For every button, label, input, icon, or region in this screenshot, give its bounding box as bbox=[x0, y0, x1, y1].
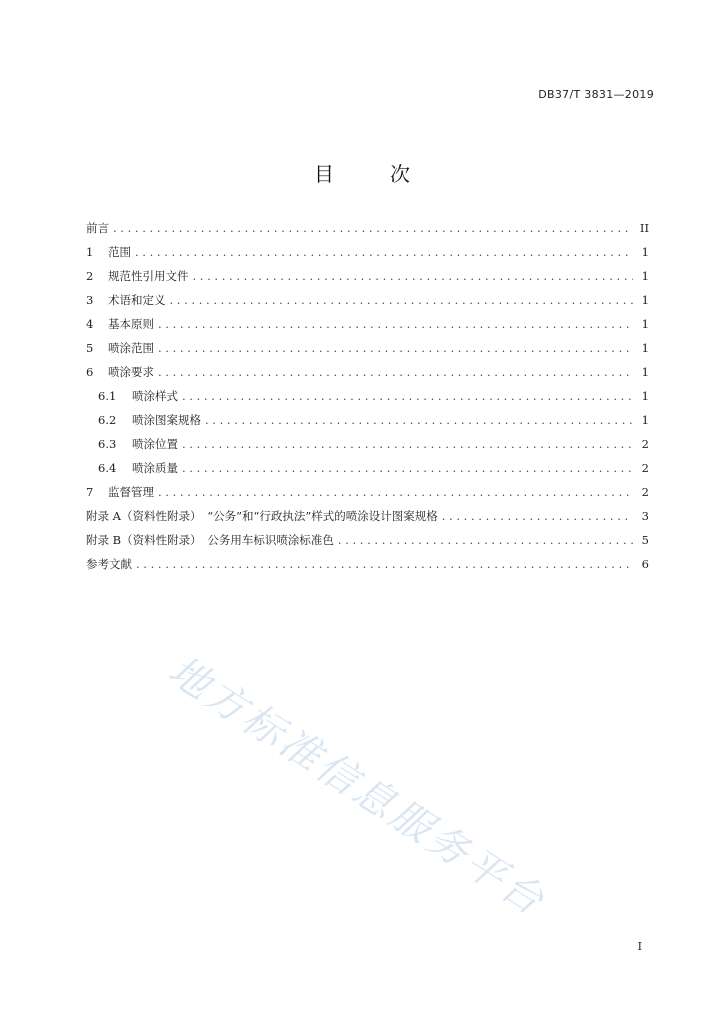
toc-entry-number: 4 bbox=[86, 317, 94, 331]
toc-entry-label: 范围 bbox=[108, 245, 131, 259]
toc-entry[interactable] bbox=[86, 264, 649, 288]
toc-entry-label: 前言 bbox=[86, 221, 109, 235]
toc-entry-page: 6 bbox=[641, 557, 649, 571]
toc-entry-page: 1 bbox=[641, 413, 649, 427]
toc-entry[interactable] bbox=[86, 312, 649, 336]
toc-leader-dots bbox=[158, 336, 633, 360]
toc-entry-label: 参考文献 bbox=[86, 557, 132, 571]
toc-leader-dots bbox=[158, 312, 633, 336]
toc-entry-label: 监督管理 bbox=[108, 485, 154, 499]
toc-leader-dots bbox=[135, 240, 633, 264]
toc-entry-number: 6.4 bbox=[98, 461, 117, 475]
toc-entry-number: 1 bbox=[86, 245, 94, 259]
toc-entry[interactable] bbox=[86, 240, 649, 264]
toc-entry-label: 附录 A（资料性附录） “公务”和“行政执法”样式的喷涂设计图案规格 bbox=[86, 509, 438, 523]
toc-entry-label: 喷涂要求 bbox=[108, 365, 154, 379]
page-number: I bbox=[637, 940, 642, 953]
toc-entry-number: 6 bbox=[86, 365, 94, 379]
toc-entry-label: 喷涂样式 bbox=[132, 389, 178, 403]
toc-entry-number: 2 bbox=[86, 269, 94, 283]
toc-entry-label: 喷涂图案规格 bbox=[132, 413, 201, 427]
toc-leader-dots bbox=[442, 504, 633, 528]
toc-entry-number: 5 bbox=[86, 341, 94, 355]
toc-entry[interactable] bbox=[86, 216, 649, 240]
toc-entry-number: 6.3 bbox=[98, 437, 117, 451]
toc-entry-label: 术语和定义 bbox=[108, 293, 166, 307]
toc-entry-number: 7 bbox=[86, 485, 94, 499]
toc-entry-page: II bbox=[639, 221, 649, 235]
toc-entry[interactable] bbox=[86, 336, 649, 360]
toc-entry[interactable] bbox=[86, 504, 649, 528]
toc-leader-dots bbox=[158, 480, 633, 504]
toc-leader-dots bbox=[113, 216, 633, 240]
toc-entry-label: 附录 B（资料性附录） 公务用车标识喷涂标准色 bbox=[86, 533, 334, 547]
toc-entry-page: 1 bbox=[641, 269, 649, 283]
document-code: DB37/T 3831—2019 bbox=[538, 88, 654, 101]
toc-entry-page: 2 bbox=[641, 485, 649, 499]
toc-leader-dots bbox=[182, 432, 633, 456]
toc-leader-dots bbox=[136, 552, 633, 576]
toc-entry-number: 6.2 bbox=[98, 413, 117, 427]
toc-entry[interactable] bbox=[86, 408, 649, 432]
table-of-contents bbox=[86, 216, 649, 576]
toc-entry-page: 1 bbox=[641, 365, 649, 379]
toc-entry-label: 喷涂范围 bbox=[108, 341, 154, 355]
toc-entry[interactable] bbox=[86, 288, 649, 312]
toc-entry-number: 3 bbox=[86, 293, 94, 307]
page-title: 目 次 bbox=[314, 162, 428, 186]
toc-entry[interactable] bbox=[86, 528, 649, 552]
toc-leader-dots bbox=[182, 384, 633, 408]
toc-entry-page: 3 bbox=[641, 509, 649, 523]
toc-entry-page: 1 bbox=[641, 341, 649, 355]
toc-entry[interactable] bbox=[86, 384, 649, 408]
toc-entry-label: 喷涂位置 bbox=[132, 437, 178, 451]
toc-entry[interactable] bbox=[86, 360, 649, 384]
toc-entry[interactable] bbox=[86, 552, 649, 576]
toc-leader-dots bbox=[193, 264, 634, 288]
toc-entry-page: 1 bbox=[641, 317, 649, 331]
toc-entry-number: 6.1 bbox=[98, 389, 117, 403]
toc-entry-page: 2 bbox=[641, 437, 649, 451]
toc-leader-dots bbox=[205, 408, 633, 432]
watermark-text: 地方标准信息服务平台 bbox=[160, 647, 555, 926]
toc-entry[interactable] bbox=[86, 456, 649, 480]
toc-entry-label: 基本原则 bbox=[108, 317, 154, 331]
toc-entry-page: 2 bbox=[641, 461, 649, 475]
toc-leader-dots bbox=[158, 360, 633, 384]
toc-entry[interactable] bbox=[86, 432, 649, 456]
toc-entry-page: 1 bbox=[641, 245, 649, 259]
toc-leader-dots bbox=[182, 456, 633, 480]
toc-entry-page: 5 bbox=[641, 533, 649, 547]
toc-entry-page: 1 bbox=[641, 389, 649, 403]
toc-leader-dots bbox=[338, 528, 633, 552]
toc-entry-label: 喷涂质量 bbox=[132, 461, 178, 475]
toc-leader-dots bbox=[170, 288, 634, 312]
toc-entry-page: 1 bbox=[641, 293, 649, 307]
toc-entry[interactable] bbox=[86, 480, 649, 504]
toc-entry-label: 规范性引用文件 bbox=[108, 269, 189, 283]
